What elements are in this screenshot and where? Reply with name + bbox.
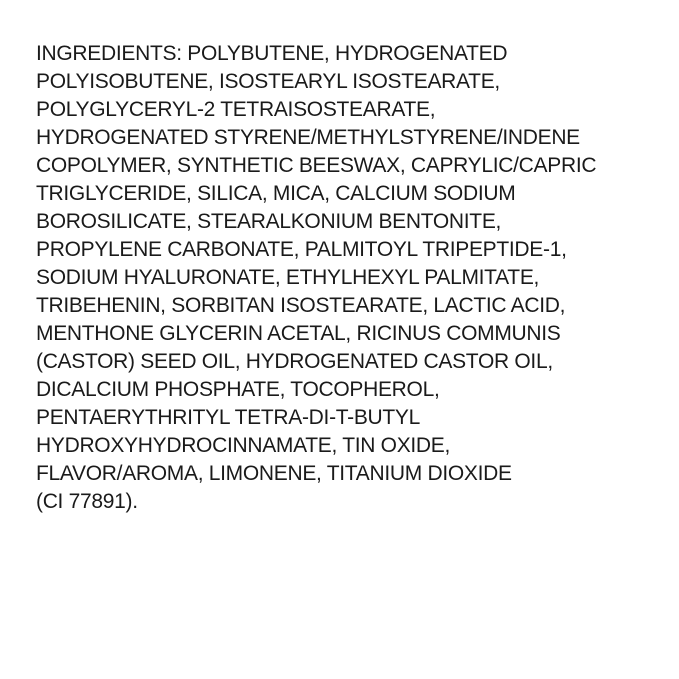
ingredients-line: SODIUM HYALURONATE, ETHYLHEXYL PALMITATE, xyxy=(36,266,540,289)
ingredients-line: (CI 77891). xyxy=(36,490,138,513)
ingredients-line: TRIBEHENIN, SORBITAN ISOSTEARATE, LACTIC ACID, xyxy=(36,294,566,317)
ingredients-line: COPOLYMER, SYNTHETIC BEESWAX, CAPRYLIC/CAPRIC xyxy=(36,154,597,177)
ingredients-line: HYDROXYHYDROCINNAMATE, TIN OXIDE, xyxy=(36,434,451,457)
ingredients-line: INGREDIENTS: POLYBUTENE, HYDROGENATED xyxy=(36,42,508,65)
ingredients-line: MENTHONE GLYCERIN ACETAL, RICINUS COMMUNIS xyxy=(36,322,561,345)
ingredients-text-block xyxy=(36,40,651,516)
ingredients-line: POLYISOBUTENE, ISOSTEARYL ISOSTEARATE, xyxy=(36,70,500,93)
ingredients-line: PENTAERYTHRITYL TETRA-DI-T-BUTYL xyxy=(36,406,421,429)
ingredients-line: TRIGLYCERIDE, SILICA, MICA, CALCIUM SODIUM xyxy=(36,182,516,205)
ingredients-line: (CASTOR) SEED OIL, HYDROGENATED CASTOR OIL, xyxy=(36,350,553,373)
ingredients-line: PROPYLENE CARBONATE, PALMITOYL TRIPEPTIDE-1, xyxy=(36,238,567,261)
ingredients-line: DICALCIUM PHOSPHATE, TOCOPHEROL, xyxy=(36,378,440,401)
ingredients-line: HYDROGENATED STYRENE/METHYLSTYRENE/INDENE xyxy=(36,126,580,149)
ingredients-line: BOROSILICATE, STEARALKONIUM BENTONITE, xyxy=(36,210,502,233)
ingredients-line: FLAVOR/AROMA, LIMONENE, TITANIUM DIOXIDE xyxy=(36,462,512,485)
ingredients-line: POLYGLYCERYL-2 TETRAISOSTEARATE, xyxy=(36,98,436,121)
